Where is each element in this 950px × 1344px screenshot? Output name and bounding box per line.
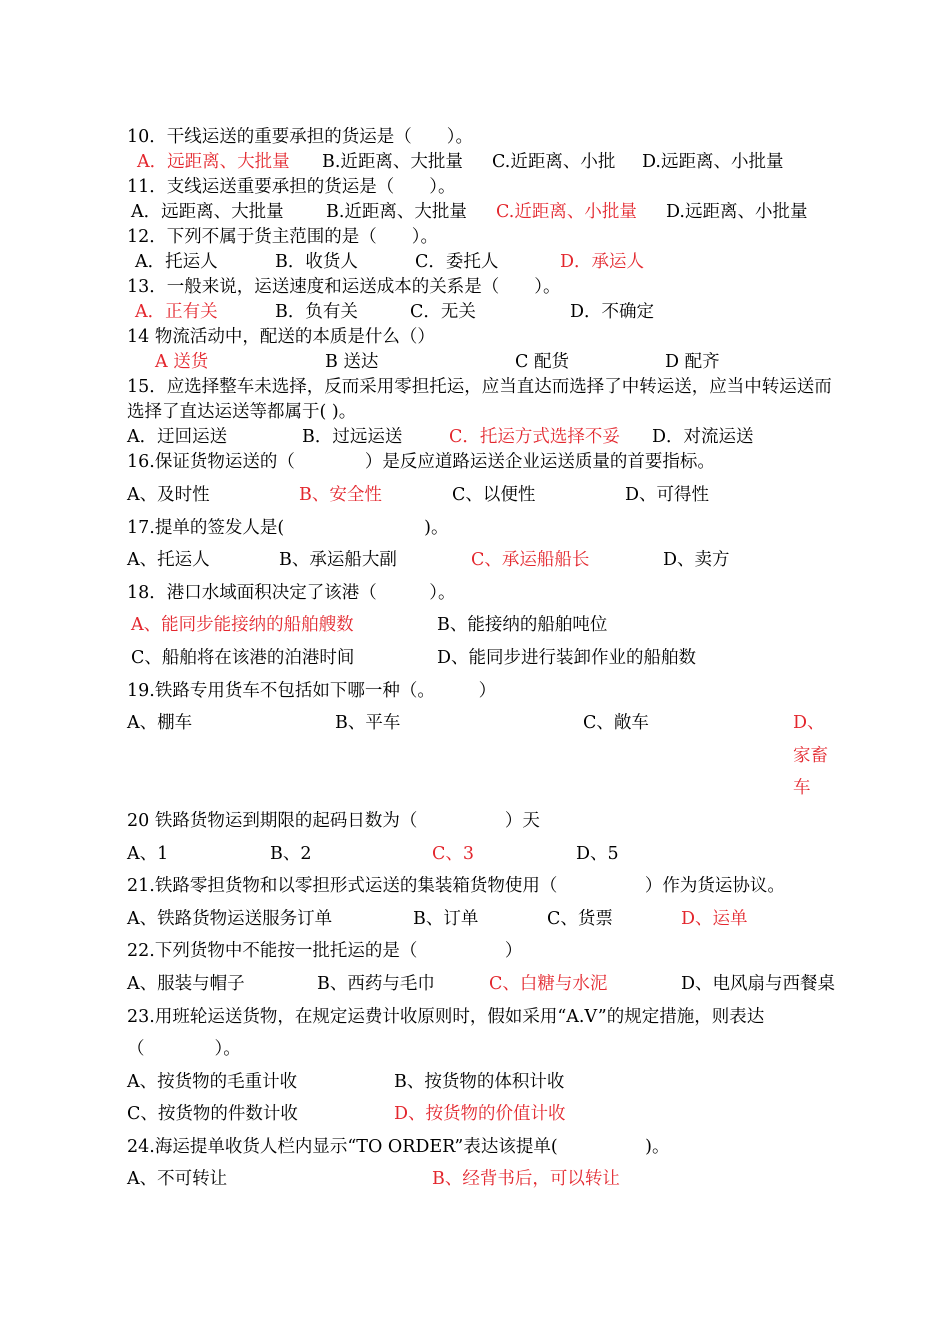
option-d: D、家畜车 xyxy=(793,713,828,799)
option-a: A．托运人 xyxy=(135,252,218,272)
option-a: A、及时性 xyxy=(127,485,210,505)
question-stem: 18．港口水域面积决定了该港（ ）。 xyxy=(127,582,456,603)
option-b: B、西药与毛巾 xyxy=(317,973,435,994)
question-stem: 13．一般来说，运送速度和运送成本的关系是（ ）。 xyxy=(127,277,561,297)
option-a: A．迂回运送 xyxy=(127,427,228,447)
option-c: C、船舶将在该港的泊港时间 xyxy=(131,647,355,668)
question-15 xyxy=(127,375,840,450)
question-11 xyxy=(127,175,840,225)
question-stem: 16.保证货物运送的（ ）是反应道路运送企业运送质量的首要指标。 xyxy=(127,452,715,472)
option-row xyxy=(127,425,840,450)
option-row xyxy=(127,968,840,1001)
question-stem: 11．支线运送重要承担的货运是（ ）。 xyxy=(127,177,456,197)
option-c: C、3 xyxy=(432,843,475,864)
question-stem: 21.铁路零担货物和以零担形式运送的集装箱货物使用（ ）作为货运协议。 xyxy=(127,876,785,897)
option-d: D、按货物的价值计收 xyxy=(394,1104,566,1125)
option-d: D．承运人 xyxy=(560,252,645,272)
option-a: A．远距离、大批量 xyxy=(131,202,284,222)
question-23 xyxy=(127,1001,840,1131)
option-b: B、平车 xyxy=(335,713,401,734)
option-d: D、可得性 xyxy=(625,485,710,505)
option-row xyxy=(127,642,840,675)
question-stem: 15．应选择整车未选择，反而采用零担托运，应当直达而选择了中转运送，应当中转运送而选择了直达运送等都属于( )。 xyxy=(127,377,832,422)
question-stem: 17.提单的签发人是( )。 xyxy=(127,517,449,538)
option-b: B 送达 xyxy=(325,352,379,372)
option-d: D、能同步进行装卸作业的船舶数 xyxy=(437,647,697,668)
option-b: B．收货人 xyxy=(275,252,358,272)
option-d: D、5 xyxy=(576,843,619,864)
question-20 xyxy=(127,805,840,870)
option-a: A、铁路货物运送服务订单 xyxy=(127,908,333,929)
option-c: C．委托人 xyxy=(415,252,499,272)
option-b: B．过远运送 xyxy=(302,427,403,447)
question-10 xyxy=(127,125,840,175)
option-c: C.近距离、小批量 xyxy=(496,202,637,222)
question-stem: 12．下列不属于货主范围的是（ ）。 xyxy=(127,227,439,247)
option-b: B、按货物的体积计收 xyxy=(394,1071,565,1092)
option-a: A 送货 xyxy=(155,352,209,372)
option-d: D、运单 xyxy=(681,908,748,929)
option-a: A、服装与帽子 xyxy=(127,973,245,994)
option-d: D．对流运送 xyxy=(652,427,754,447)
question-24 xyxy=(127,1131,840,1196)
question-stem: 22.下列货物中不能按一批托运的是（ ） xyxy=(127,941,523,962)
question-14 xyxy=(127,325,840,375)
option-row xyxy=(127,350,840,375)
option-b: B、经背书后，可以转让 xyxy=(432,1169,620,1190)
question-21 xyxy=(127,870,840,935)
option-c: C、按货物的件数计收 xyxy=(127,1104,298,1125)
option-d: D、卖方 xyxy=(663,550,730,571)
option-row xyxy=(127,479,840,512)
option-d: D．不确定 xyxy=(570,302,655,322)
option-row xyxy=(127,903,840,936)
option-row xyxy=(127,1066,840,1099)
option-row xyxy=(127,838,840,871)
option-row xyxy=(127,250,840,275)
question-18 xyxy=(127,577,840,675)
option-row xyxy=(127,707,840,805)
question-22 xyxy=(127,935,840,1000)
question-stem: 19.铁路专用货车不包括如下哪一种（。 ） xyxy=(127,680,497,701)
option-c: C．无关 xyxy=(410,302,476,322)
question-13 xyxy=(127,275,840,325)
option-row xyxy=(127,150,840,175)
option-c: C 配货 xyxy=(515,352,569,372)
question-12 xyxy=(127,225,840,275)
option-b: B、承运船大副 xyxy=(279,550,397,571)
option-row xyxy=(127,544,840,577)
option-d: D.远距离、小批量 xyxy=(642,152,784,172)
option-b: B.近距离、大批量 xyxy=(322,152,463,172)
option-row xyxy=(127,1163,840,1196)
option-row xyxy=(127,1098,840,1131)
option-a: A、不可转让 xyxy=(127,1169,228,1190)
option-a: A．正有关 xyxy=(135,302,218,322)
option-b: B．负有关 xyxy=(275,302,358,322)
question-17 xyxy=(127,512,840,577)
option-c: C.近距离、小批 xyxy=(492,152,616,172)
question-stem: 10．干线运送的重要承担的货运是（ ）。 xyxy=(127,127,474,147)
question-stem: 20 铁路货物运到期限的起码日数为（ ）天 xyxy=(127,810,540,831)
option-b: B.近距离、大批量 xyxy=(326,202,467,222)
option-d: D.远距离、小批量 xyxy=(666,202,808,222)
option-a: A、托运人 xyxy=(127,550,210,571)
option-c: C、白糖与水泥 xyxy=(489,973,608,994)
option-row xyxy=(127,609,840,642)
option-b: B、安全性 xyxy=(299,485,382,505)
option-d: D、电风扇与西餐桌 xyxy=(681,973,836,994)
option-row xyxy=(127,200,840,225)
option-c: C、敞车 xyxy=(583,713,649,734)
question-stem: 24.海运提单收货人栏内显示“TO ORDER”表达该提单( )。 xyxy=(127,1136,670,1157)
option-c: C．托运方式选择不妥 xyxy=(449,427,620,447)
option-a: A、能同步能接纳的船舶艘数 xyxy=(131,615,354,636)
option-b: B、订单 xyxy=(413,908,479,929)
option-c: C、货票 xyxy=(547,908,613,929)
question-stem: 14 物流活动中，配送的本质是什么（） xyxy=(127,327,435,347)
question-19 xyxy=(127,675,840,805)
option-c: C、承运船船长 xyxy=(471,550,590,571)
option-c: C、以便性 xyxy=(452,485,536,505)
option-d: D 配齐 xyxy=(665,352,720,372)
question-16 xyxy=(127,450,840,512)
option-a: A、棚车 xyxy=(127,713,193,734)
option-a: A、按货物的毛重计收 xyxy=(127,1071,298,1092)
option-b: B、能接纳的船舶吨位 xyxy=(437,615,608,636)
option-a: A、1 xyxy=(127,843,169,864)
option-a: A．远距离、大批量 xyxy=(137,152,290,172)
question-stem: 23.用班轮运送货物，在规定运费计收原则时，假如采用“A.V”的规定措施，则表达（ ）。 xyxy=(127,1006,765,1060)
option-b: B、2 xyxy=(270,843,312,864)
option-row xyxy=(127,300,840,325)
